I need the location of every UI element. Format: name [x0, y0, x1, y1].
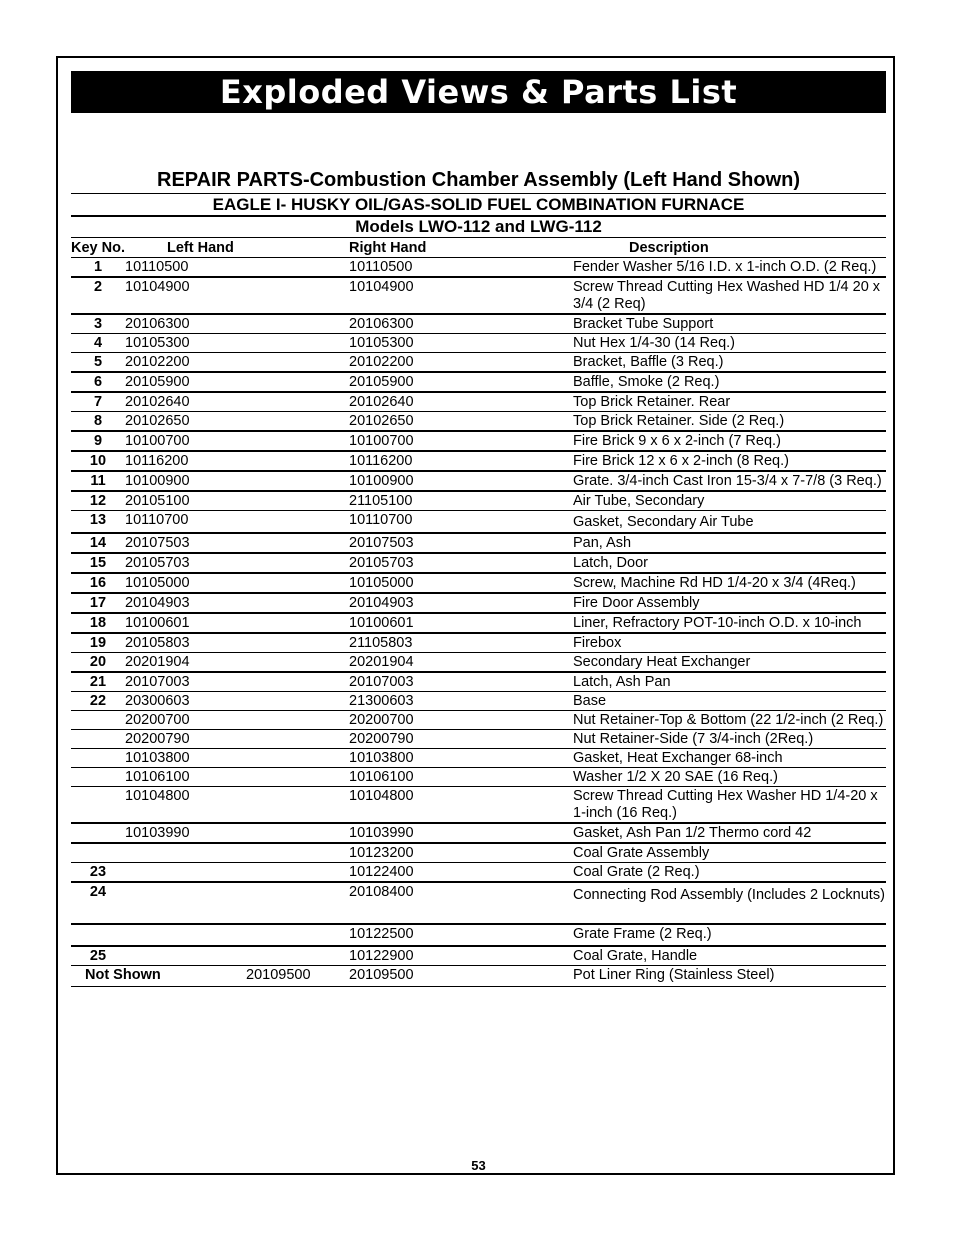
cell-description: Base: [573, 692, 607, 709]
header-description: Description: [629, 239, 709, 256]
cell-left-hand: 10116200: [125, 453, 189, 469]
furnace-subtitle: EAGLE I- HUSKY OIL/GAS-SOLID FUEL COMBINATION FURNACE: [212, 195, 745, 214]
cell-key-no: 7: [93, 394, 103, 410]
cell-description: Pan, Ash: [573, 534, 632, 551]
cell-right-hand: 10110700: [349, 512, 413, 528]
table-row: [71, 277, 886, 314]
cell-right-hand: 10116200: [349, 453, 413, 469]
cell-left-hand: 20200790: [125, 730, 190, 747]
cell-description: Grate Frame (2 Req.): [573, 925, 712, 942]
cell-description: Air Tube, Secondary: [573, 493, 705, 509]
cell-left-hand: 10110700: [125, 512, 189, 528]
cell-right-hand: 10110500: [349, 259, 413, 275]
cell-left-hand: 20200700: [125, 711, 190, 728]
cell-description: Firebox: [573, 634, 622, 651]
table-row: [71, 613, 886, 633]
cell-description: Screw, Machine Rd HD 1/4-20 x 3/4 (4Req.): [573, 574, 856, 591]
cell-left-hand: 20107503: [125, 534, 190, 551]
cell-right-hand: 20104903: [349, 594, 414, 611]
table-row: [71, 882, 886, 924]
cell-description: Top Brick Retainer. Side (2 Req.): [573, 413, 785, 429]
cell-left-hand: 10104800: [125, 787, 190, 804]
table-row: [71, 633, 886, 653]
cell-left-hand: [125, 862, 349, 882]
cell-key-no: [71, 767, 125, 786]
header-key-no: Key No.: [71, 239, 125, 256]
cell-description: Baffle, Smoke (2 Req.): [573, 374, 720, 390]
cell-right-hand: 20105900: [349, 374, 414, 390]
cell-key-no: 11: [90, 473, 106, 489]
cell-left-hand: 20105900: [125, 374, 190, 390]
cell-right-hand: 20201904: [349, 653, 414, 670]
table-row: [71, 767, 886, 786]
cell-key-no: 3: [93, 316, 103, 332]
cell-key-no: 22: [89, 692, 107, 709]
cell-right-hand: 20102200: [349, 354, 414, 370]
cell-left-hand: 10105300: [125, 335, 190, 351]
table-row: [71, 471, 886, 491]
cell-description: Secondary Heat Exchanger: [573, 653, 751, 670]
cell-description: Gasket, Ash Pan 1/2 Thermo cord 42: [573, 824, 812, 841]
table-row: [71, 334, 886, 353]
cell-key-no: 12: [89, 493, 107, 509]
cell-right-hand: 10105300: [349, 335, 414, 351]
cell-right-hand: 10100601: [349, 614, 414, 631]
table-row: [71, 353, 886, 373]
cell-right-hand: 10104900: [349, 279, 414, 295]
cell-right-hand: 21300603: [349, 692, 414, 709]
cell-right-hand: 21105803: [349, 634, 413, 651]
cell-left-hand: [125, 946, 349, 966]
table-row: [71, 862, 886, 882]
cell-right-hand: 20102640: [349, 394, 414, 410]
cell-left-hand: 20106300: [125, 316, 190, 332]
table-row: [71, 965, 886, 986]
cell-right-hand: 10106100: [349, 768, 414, 785]
cell-right-hand: 10122900: [349, 947, 414, 964]
table-row: [71, 748, 886, 767]
cell-right-hand: 21105100: [349, 493, 413, 509]
table-row: [71, 691, 886, 710]
cell-key-no: 20: [89, 653, 107, 670]
cell-left-hand: 20102650: [125, 413, 190, 429]
cell-description: Nut Retainer-Side (7 3/4-inch (2Req.): [573, 730, 814, 747]
cell-key-no: 24: [89, 883, 107, 900]
cell-description: Nut Hex 1/4-30 (14 Req.): [573, 335, 735, 351]
table-row: [71, 843, 886, 863]
cell-key-no: [71, 843, 125, 863]
cell-left-hand: 10100900: [125, 473, 190, 489]
cell-description: Top Brick Retainer. Rear: [573, 394, 731, 410]
cell-right-hand: 20107503: [349, 534, 414, 551]
cell-key-no: 2: [93, 279, 103, 295]
cell-right-hand: 10100900: [349, 473, 414, 489]
banner-title: Exploded Views & Parts List: [219, 73, 738, 111]
table-row: [71, 491, 886, 511]
cell-right-hand: 10122400: [349, 863, 414, 880]
cell-right-hand: 10100700: [349, 433, 414, 449]
cell-right-hand: 10105000: [349, 574, 414, 591]
cell-left-hand: 10100601: [125, 614, 190, 631]
table-row: [71, 511, 886, 533]
cell-left-hand: [125, 882, 349, 924]
cell-right-hand: 10122500: [349, 925, 414, 942]
cell-description: Nut Retainer-Top & Bottom (22 1/2-inch (2 Req.): [573, 711, 884, 728]
cell-key-no: 25: [89, 947, 107, 964]
cell-key-no: [71, 786, 125, 823]
cell-description: Coal Grate, Handle: [573, 947, 698, 964]
cell-right-hand: 20105703: [349, 554, 414, 571]
cell-description: Fire Door Assembly: [573, 594, 700, 611]
cell-key-no: 14: [89, 534, 107, 551]
cell-left-hand: 10105000: [125, 574, 190, 591]
page-number: 53: [471, 1158, 486, 1173]
table-row: [71, 258, 886, 278]
cell-description: Connecting Rod Assembly (Includes 2 Locknuts): [573, 886, 885, 903]
cell-description: Fire Brick 9 x 6 x 2-inch (7 Req.): [573, 433, 781, 449]
table-row: [71, 314, 886, 334]
table-row: [71, 573, 886, 593]
cell-key-no: 1: [93, 259, 103, 275]
cell-description: Pot Liner Ring (Stainless Steel): [573, 966, 775, 983]
cell-description: Gasket, Heat Exchanger 68-inch: [573, 749, 783, 766]
cell-description: Bracket, Baffle (3 Req.): [573, 354, 724, 370]
table-row: [71, 652, 886, 672]
cell-description: Grate. 3/4-inch Cast Iron 15-3/4 x 7-7/8 (3 Req.): [573, 473, 882, 489]
cell-left-hand: 20105803: [125, 634, 190, 651]
cell-key-no: 18: [89, 614, 107, 631]
table-row: [71, 431, 886, 451]
table-row: [71, 372, 886, 392]
cell-left-hand: 20109500: [246, 966, 311, 983]
cell-description: Fender Washer 5/16 I.D. x 1-inch O.D. (2 Req.): [573, 259, 877, 275]
cell-key-no: 4: [93, 335, 103, 351]
cell-key-no: 10: [89, 453, 107, 469]
cell-left-hand: 20104903: [125, 594, 190, 611]
cell-key-no: 15: [89, 554, 107, 571]
table-row: [71, 672, 886, 692]
table-row: [71, 593, 886, 613]
cell-description: Washer 1/2 X 20 SAE (16 Req.): [573, 768, 778, 785]
cell-description: Gasket, Secondary Air Tube: [573, 514, 754, 530]
cell-description: Screw Thread Cutting Hex Washer HD 1/4-20 x 1-inch (16 Req.): [573, 787, 878, 821]
cell-left-hand: 20102200: [125, 354, 190, 370]
table-row: [71, 710, 886, 729]
cell-left-hand: [125, 924, 349, 946]
cell-right-hand: 20200790: [349, 730, 414, 747]
cell-right-hand: 10103800: [349, 749, 414, 766]
table-header-row: [71, 238, 886, 258]
cell-key-no: [71, 748, 125, 767]
cell-right-hand: 20102650: [349, 413, 414, 429]
cell-left-hand: 20201904: [125, 653, 190, 670]
cell-key-no: [71, 710, 125, 729]
table-row: [71, 823, 886, 843]
cell-right-hand: 20200700: [349, 711, 414, 728]
parts-table: [71, 238, 886, 987]
cell-description: Liner, Refractory POT-10-inch O.D. x 10-inch: [573, 614, 862, 631]
table-row: [71, 412, 886, 432]
cell-key-no: 9: [93, 433, 103, 449]
header-left-hand: Left Hand: [167, 239, 234, 256]
table-row: [71, 786, 886, 823]
cell-left-hand: 20105703: [125, 554, 190, 571]
cell-left-hand: 10103990: [125, 824, 190, 841]
cell-right-hand: 20108400: [349, 883, 414, 900]
cell-left-hand: 10106100: [125, 768, 190, 785]
cell-right-hand: 20106300: [349, 316, 414, 332]
cell-right-hand: 10104800: [349, 787, 414, 804]
cell-description: Latch, Ash Pan: [573, 673, 671, 690]
cell-description: Bracket Tube Support: [573, 316, 714, 332]
cell-key-no: Not Shown: [85, 966, 161, 983]
cell-right-hand: 10123200: [349, 844, 414, 861]
table-row: [71, 553, 886, 573]
cell-right-hand: 20109500: [349, 966, 414, 983]
cell-left-hand: 10110500: [125, 259, 189, 275]
header-right-hand: Right Hand: [349, 239, 427, 256]
cell-description: Screw Thread Cutting Hex Washed HD 1/4 20 x 3/4 (2 Req): [573, 279, 881, 312]
models-subtitle: Models LWO-112 and LWG-112: [355, 217, 602, 236]
table-row: [71, 924, 886, 946]
table-row: [71, 392, 886, 412]
cell-key-no: 17: [89, 594, 107, 611]
cell-key-no: [71, 823, 125, 843]
cell-key-no: 13: [89, 512, 107, 528]
table-row: [71, 729, 886, 748]
cell-right-hand: 20107003: [349, 673, 414, 690]
cell-key-no: 21: [89, 673, 107, 690]
cell-description: Fire Brick 12 x 6 x 2-inch (8 Req.): [573, 453, 789, 469]
cell-left-hand: 20105100: [125, 493, 190, 509]
cell-description: Latch, Door: [573, 554, 648, 571]
page-banner: [71, 71, 886, 113]
cell-right-hand: 10103990: [349, 824, 414, 841]
cell-left-hand: [125, 843, 349, 863]
table-row: [71, 533, 886, 553]
cell-key-no: [71, 924, 125, 946]
cell-key-no: 5: [93, 354, 103, 370]
cell-description: Coal Grate Assembly: [573, 844, 710, 861]
cell-left-hand: 20107003: [125, 673, 190, 690]
cell-key-no: 6: [93, 374, 103, 390]
cell-left-hand: 20102640: [125, 394, 190, 410]
cell-key-no: 23: [89, 863, 107, 880]
table-row: [71, 946, 886, 966]
cell-key-no: 8: [93, 413, 103, 429]
cell-left-hand: 10103800: [125, 749, 190, 766]
cell-key-no: [71, 729, 125, 748]
cell-key-no: 16: [89, 574, 107, 591]
cell-left-hand: 10104900: [125, 279, 190, 295]
cell-key-no: 19: [89, 634, 107, 651]
cell-left-hand: 10100700: [125, 433, 190, 449]
cell-left-hand: 20300603: [125, 692, 190, 709]
table-row: [71, 451, 886, 471]
cell-description: Coal Grate (2 Req.): [573, 863, 700, 880]
section-title: REPAIR PARTS-Combustion Chamber Assembly (Left Hand Shown): [157, 169, 800, 191]
